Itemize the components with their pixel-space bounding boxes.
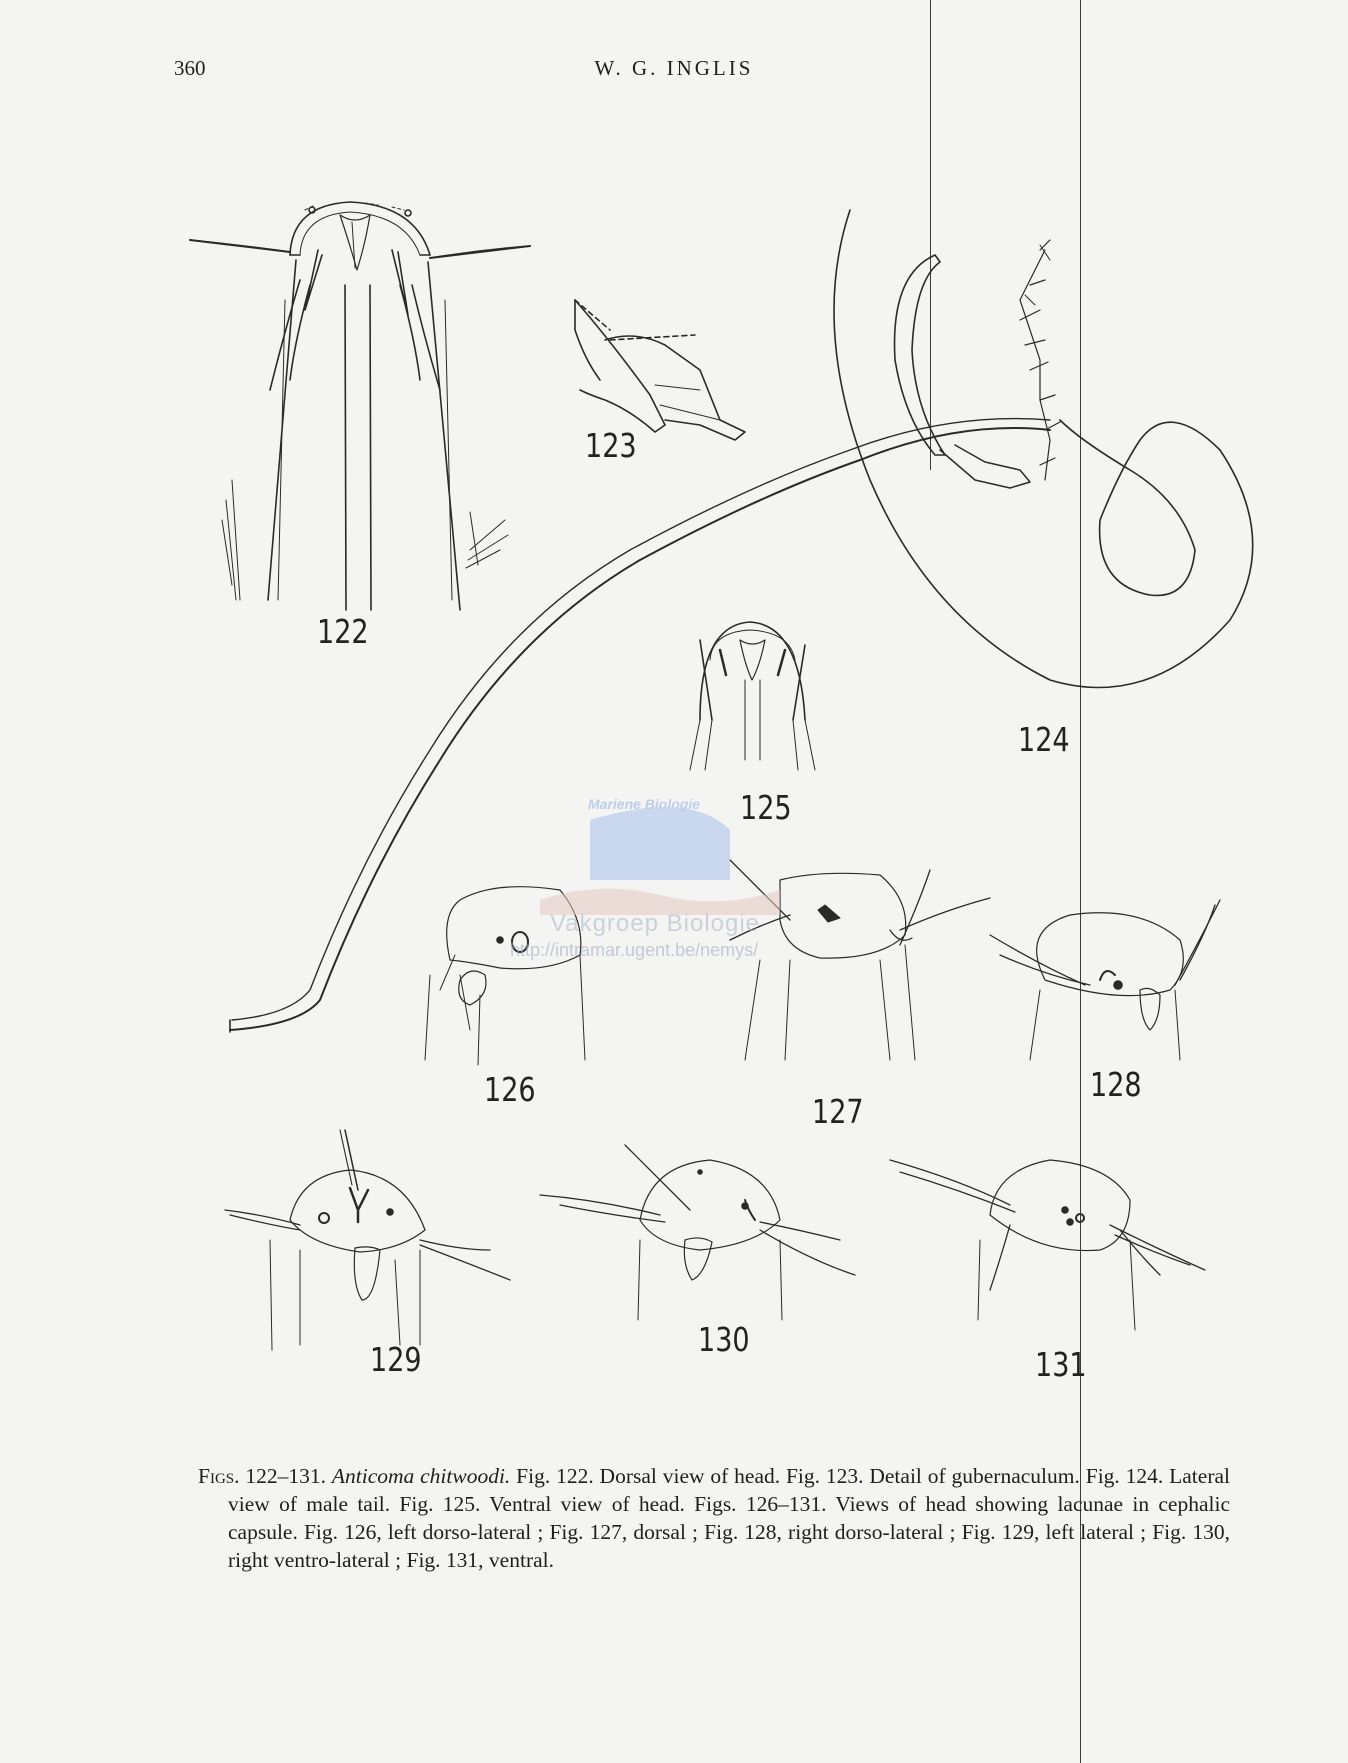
fig-125-drawing [690, 622, 815, 770]
fig-label-126: 126 [484, 1070, 536, 1109]
fig-label-130: 130 [698, 1320, 750, 1359]
caption-range: 122–131. [245, 1464, 326, 1488]
fig-label-131: 131 [1035, 1345, 1087, 1384]
fig-128-drawing [990, 900, 1220, 1060]
watermark-url: http://intramar.ugent.be/nemys/ [510, 940, 759, 960]
caption-species: Anticoma chitwoodi. [331, 1464, 511, 1488]
fig-130-drawing [540, 1145, 855, 1320]
watermark-title: Mariene Biologie [588, 796, 701, 812]
fig-label-125: 125 [740, 788, 792, 827]
fig-label-123: 123 [585, 426, 637, 465]
fig-label-127: 127 [812, 1092, 864, 1131]
fig-129-drawing [225, 1130, 510, 1350]
fig-131-drawing [890, 1160, 1205, 1330]
fig-122-drawing [190, 202, 530, 610]
caption-figs-label: Figs. [198, 1464, 240, 1488]
watermark [510, 770, 840, 960]
fig-123-drawing [575, 300, 745, 440]
caption-body: Fig. 122. Dorsal view of head. Fig. 123. Detail of gubernaculum. Fig. 124. Lateral view of male tail. Fig. 125. Ventral view of head. Figs. 126–131. Views of head showing lacunae in cephalic capsule. Fig. 126, left dorso-lateral ; Fig. 127, dorsal ; Fig. 128, right dorso-lateral ; Fig. 129, left lateral ; Fig. 130, right ventro-lateral ; Fig. 131, ventral. [228, 1464, 1230, 1572]
figure-caption [198, 1462, 1230, 1574]
page-number: 360 [174, 56, 206, 80]
fig-label-129: 129 [370, 1340, 422, 1379]
fig-label-124: 124 [1018, 720, 1070, 759]
fig-label-122: 122 [317, 612, 369, 651]
watermark-group: Vakgroep Biologie [550, 910, 761, 937]
running-head: W. G. INGLIS [594, 56, 754, 80]
fig-label-128: 128 [1090, 1065, 1142, 1104]
